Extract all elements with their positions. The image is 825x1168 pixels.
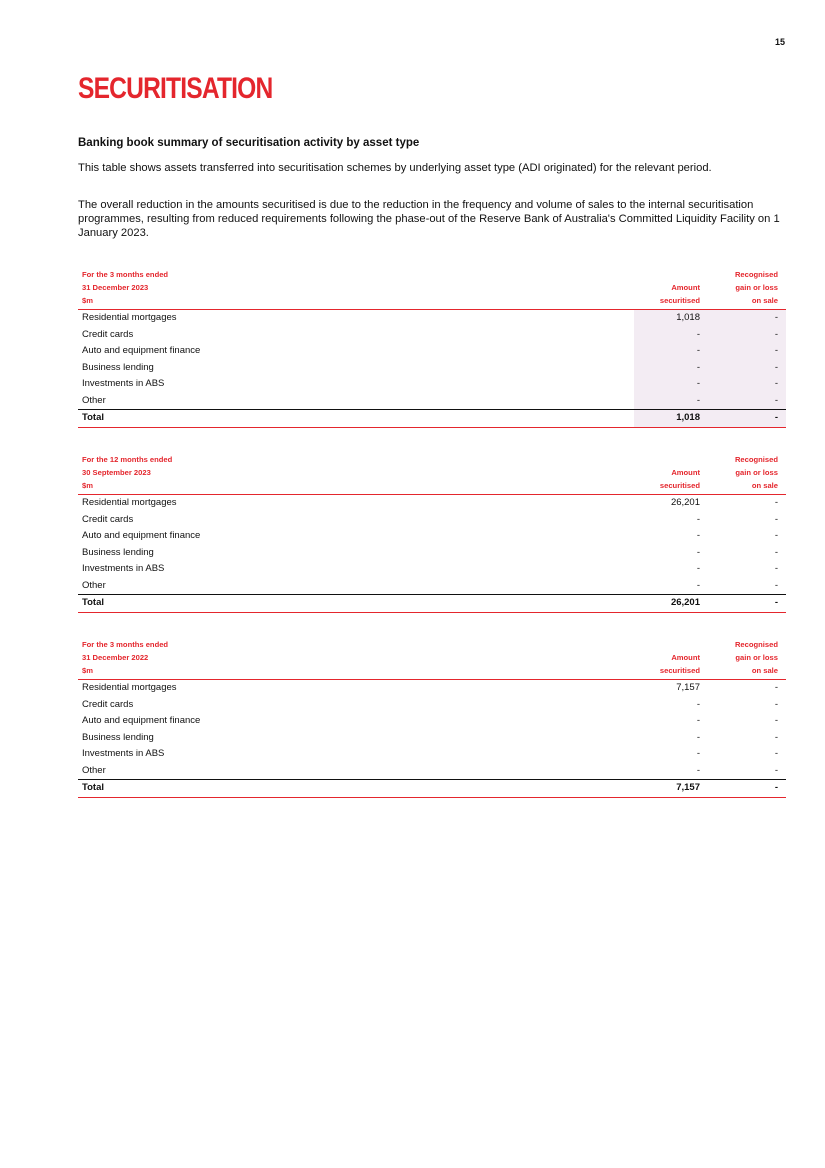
table-row xyxy=(78,528,786,545)
unit-label: $m xyxy=(82,296,93,305)
gain-cell: - xyxy=(774,682,778,693)
row-label: Credit cards xyxy=(82,698,134,710)
section-title: SECURITISATION xyxy=(78,72,273,105)
table-row xyxy=(78,310,786,327)
amount-header-line-1: Amount xyxy=(671,283,700,292)
gain-cell: - xyxy=(774,698,778,710)
gain-header-line-1: Recognised xyxy=(734,640,778,649)
gain-cell: - xyxy=(774,715,778,726)
subheading: Banking book summary of securitisation activity by asset type xyxy=(78,137,420,149)
row-label: Business lending xyxy=(82,546,154,558)
gain-header-line-1: Recognised xyxy=(734,270,778,279)
table-header-row xyxy=(78,638,786,680)
intro-paragraph: This table shows assets transferred into securitisation schemes by underlying asset type (ADI originated) for the relevant period. xyxy=(78,162,712,174)
gain-cell: - xyxy=(704,327,786,344)
total-gain: - xyxy=(704,780,786,798)
page-number: 15 xyxy=(774,37,785,47)
row-label: Residential mortgages xyxy=(82,312,177,323)
amount-cell: 7,157 xyxy=(676,682,700,693)
gain-cell: - xyxy=(774,497,778,508)
row-label: Investments in ABS xyxy=(82,378,165,389)
total-amount: 1,018 xyxy=(634,410,704,428)
securitisation-table-dec-2022 xyxy=(78,638,786,798)
gain-cell: - xyxy=(704,343,786,360)
amount-cell: - xyxy=(696,731,700,743)
table-row xyxy=(78,713,786,730)
table-header-row xyxy=(78,453,786,495)
table-row xyxy=(78,512,786,529)
amount-header-line-1: Amount xyxy=(671,468,700,477)
amount-header-line-2: securitised xyxy=(659,296,700,305)
amount-securitised-header xyxy=(634,453,704,495)
amount-cell: - xyxy=(696,530,700,541)
gain-cell: - xyxy=(774,764,778,776)
row-label: Business lending xyxy=(82,361,154,373)
recognised-gain-header xyxy=(704,453,786,495)
period-header xyxy=(78,638,634,680)
table-row xyxy=(78,697,786,714)
reduction-paragraph: The overall reduction in the amounts securitised is due to the reduction in the frequency and volume of sales to the internal securitisation programmes, resulting from reduced requirements following the phase-out of the Reserve Bank of Australia's Committed Liquidity Facility on 1 January 2023. xyxy=(78,199,780,239)
period-line-2: 31 December 2023 xyxy=(82,283,149,292)
table-row xyxy=(78,327,786,344)
gain-cell: - xyxy=(704,376,786,393)
amount-cell: - xyxy=(634,393,704,410)
period-line-1: For the 3 months ended xyxy=(82,270,169,279)
amount-cell: - xyxy=(634,327,704,344)
table-row xyxy=(78,763,786,780)
amount-cell: - xyxy=(696,764,700,776)
total-amount: 7,157 xyxy=(634,780,704,798)
row-label: Credit cards xyxy=(82,513,134,525)
recognised-gain-header xyxy=(704,638,786,680)
amount-cell: - xyxy=(634,376,704,393)
row-label: Investments in ABS xyxy=(82,748,165,759)
gain-cell: - xyxy=(774,579,778,591)
gain-cell: - xyxy=(774,748,778,759)
unit-label: $m xyxy=(82,666,93,675)
period-header xyxy=(78,268,634,310)
table-row xyxy=(78,545,786,562)
gain-cell: - xyxy=(774,563,778,574)
row-label: Residential mortgages xyxy=(82,497,177,508)
table-row xyxy=(78,746,786,763)
amount-cell: - xyxy=(696,563,700,574)
amount-cell: - xyxy=(696,546,700,558)
period-line-1: For the 3 months ended xyxy=(82,640,169,649)
amount-securitised-header xyxy=(634,268,704,310)
gain-cell: - xyxy=(774,731,778,743)
row-label: Other xyxy=(82,579,106,591)
row-label: Business lending xyxy=(82,731,154,743)
amount-cell: - xyxy=(696,698,700,710)
row-label: Residential mortgages xyxy=(82,682,177,693)
amount-cell: - xyxy=(696,513,700,525)
amount-header-line-2: securitised xyxy=(659,666,700,675)
gain-cell: - xyxy=(774,546,778,558)
amount-header-line-2: securitised xyxy=(659,481,700,490)
table-row xyxy=(78,360,786,377)
total-gain: - xyxy=(704,410,786,428)
amount-cell: - xyxy=(634,360,704,377)
row-label: Investments in ABS xyxy=(82,563,165,574)
amount-cell: 1,018 xyxy=(634,310,704,327)
gain-header-line-2: gain or loss xyxy=(735,283,778,292)
period-line-2: 31 December 2022 xyxy=(82,653,149,662)
amount-cell: - xyxy=(696,748,700,759)
amount-cell: - xyxy=(696,579,700,591)
row-label: Auto and equipment finance xyxy=(82,345,201,356)
total-amount: 26,201 xyxy=(634,595,704,613)
table-header-row xyxy=(78,268,786,310)
row-label: Auto and equipment finance xyxy=(82,715,201,726)
row-label: Auto and equipment finance xyxy=(82,530,201,541)
total-row xyxy=(78,410,786,428)
gain-header-line-3: on sale xyxy=(751,481,778,490)
amount-cell: - xyxy=(634,343,704,360)
gain-header-line-3: on sale xyxy=(751,666,778,675)
securitisation-table-sep-2023 xyxy=(78,453,786,613)
total-label: Total xyxy=(78,780,634,798)
amount-cell: - xyxy=(696,715,700,726)
gain-cell: - xyxy=(774,530,778,541)
total-gain: - xyxy=(704,595,786,613)
table-row xyxy=(78,730,786,747)
amount-cell: 26,201 xyxy=(670,497,700,508)
row-label: Other xyxy=(82,394,106,406)
table-row xyxy=(78,393,786,410)
gain-header-line-2: gain or loss xyxy=(735,653,778,662)
total-row xyxy=(78,780,786,798)
amount-header-line-1: Amount xyxy=(671,653,700,662)
amount-securitised-header xyxy=(634,638,704,680)
recognised-gain-header xyxy=(704,268,786,310)
gain-cell: - xyxy=(704,360,786,377)
gain-header-line-2: gain or loss xyxy=(735,468,778,477)
row-label: Credit cards xyxy=(82,328,134,340)
total-row xyxy=(78,595,786,613)
period-header xyxy=(78,453,634,495)
period-line-2: 30 September 2023 xyxy=(82,468,151,477)
securitisation-table-dec-2023 xyxy=(78,268,786,428)
row-label: Other xyxy=(82,764,106,776)
table-row xyxy=(78,680,786,697)
period-line-1: For the 12 months ended xyxy=(82,455,173,464)
gain-cell: - xyxy=(704,393,786,410)
table-row xyxy=(78,376,786,393)
table-row xyxy=(78,578,786,595)
unit-label: $m xyxy=(82,481,93,490)
table-row xyxy=(78,495,786,512)
gain-cell: - xyxy=(704,310,786,327)
gain-header-line-3: on sale xyxy=(751,296,778,305)
table-row xyxy=(78,343,786,360)
total-label: Total xyxy=(78,410,634,428)
gain-header-line-1: Recognised xyxy=(734,455,778,464)
gain-cell: - xyxy=(774,513,778,525)
table-row xyxy=(78,561,786,578)
total-label: Total xyxy=(78,595,634,613)
